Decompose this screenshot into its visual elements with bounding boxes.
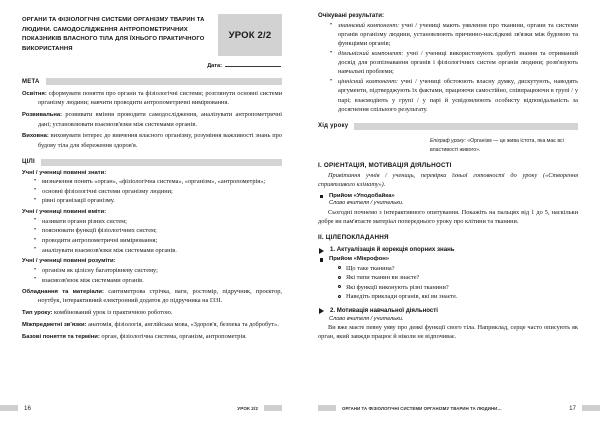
footer-tab-decoration bbox=[318, 405, 336, 412]
detail-text: сантиметрова стрічка, ваги, ростомір, підручник, проєктор, ноутбук, інтерактивний електронний додаток до підручника на ІЗЗІ. bbox=[38, 287, 282, 305]
goals-group-heading: Учні / учениці повинні вміти: bbox=[22, 209, 107, 216]
list-item: Які функції виконують різні тканини? bbox=[338, 283, 578, 293]
epigraph bbox=[318, 137, 578, 154]
footer-right bbox=[300, 403, 600, 413]
epigraph-label: Епіграф уроку: bbox=[430, 137, 466, 144]
meta-item-text: розвивати вміння проводити самодослідження, аналізувати антропометричні дані; установлювати взаємозв'язки між системами органів. bbox=[38, 111, 282, 128]
detail-text: анатомія, фізіологія, англійська мова, «Здоров'я, безпека та добробут». bbox=[86, 321, 279, 329]
meta-item bbox=[22, 131, 282, 150]
list-item: Наведіть приклади органів, які ви знаєте. bbox=[338, 292, 578, 302]
list-item: • визначення понять «орган», «фізіологічна система», «організм», «антропометрія»; bbox=[34, 177, 282, 186]
teacher-word-label: Слово вчителя / учительки. bbox=[329, 315, 404, 322]
epigraph-text: «Організм — це жива істота, яка має всі властивості живого». bbox=[430, 137, 564, 153]
stage-two-block-title: 2. Мотивація навчальної діяльності bbox=[318, 307, 578, 314]
list-item: Що таке тканина? bbox=[338, 264, 578, 274]
footer-tab-decoration bbox=[264, 405, 282, 412]
list-item bbox=[330, 49, 578, 77]
section-header-lesson-flow bbox=[318, 123, 578, 130]
expected-results-heading: Очікувані результати: bbox=[318, 12, 385, 19]
page-right bbox=[300, 0, 600, 429]
detail-item bbox=[22, 332, 282, 342]
stage-two-block-title: 1. Актуалізація й корекція опорних знань bbox=[318, 246, 578, 253]
stage-two-heading: II. ЦІЛЕПОКЛАДАННЯ bbox=[318, 234, 389, 242]
detail-text: орган, фізіологічна система, організм, антропометрія. bbox=[99, 333, 247, 341]
meta-item bbox=[22, 89, 282, 108]
section-bar-fill bbox=[354, 123, 578, 130]
page-number: 17 bbox=[569, 404, 576, 412]
section-label-meta: МЕТА bbox=[22, 78, 40, 85]
section-header-goals bbox=[22, 159, 282, 166]
list-item: • організм як цілісну багаторівневу систему; bbox=[34, 266, 282, 275]
list-item: • взаємозв'язок між системами органів. bbox=[34, 276, 282, 285]
list-item: • аналізувати взаємозв'язки між системами органів. bbox=[34, 246, 282, 255]
goals-list bbox=[22, 217, 282, 255]
stage-one-heading: I. ОРІЄНТАЦІЯ, МОТИВАЦІЯ ДІЯЛЬНОСТІ bbox=[318, 162, 452, 170]
section-label-goals: ЦІЛІ bbox=[22, 159, 35, 166]
list-item: • рівні організації організму. bbox=[34, 196, 282, 205]
expected-results-list bbox=[318, 21, 578, 114]
list-item bbox=[330, 21, 578, 49]
footer-running-head: УРОК 2/2 bbox=[237, 405, 258, 411]
goals-list bbox=[22, 177, 282, 206]
goals-group-heading: Учні / учениці повинні знати: bbox=[22, 169, 107, 176]
goals-group-heading: Учні / учениці повинні розуміти: bbox=[22, 258, 116, 265]
detail-text: комбінований урок із практичною роботою. bbox=[52, 309, 173, 317]
teacher-word-label: Слово вчителя / учительки. bbox=[329, 200, 404, 207]
meta-item-text: виховувати інтерес до вивчення власного організму, розуміння важливості знань про будову тіла для збереження здоров'я. bbox=[38, 132, 282, 149]
list-item: • пояснювати функції фізіологічних систем; bbox=[34, 226, 282, 235]
lesson-title-block bbox=[22, 14, 282, 56]
section-header-meta bbox=[22, 78, 282, 85]
list-item: • основні фізіологічні системи організму людини; bbox=[34, 187, 282, 196]
footer-tab-decoration bbox=[0, 405, 18, 412]
stage-two-body: Ви вже маєте певну уяву про деякі функції свого тіла. Наприклад, серце часто описують як орган, який завжди працює й ніколи не відпочиває. bbox=[318, 324, 578, 341]
section-bar-fill bbox=[46, 78, 282, 85]
meta-item-lead: Освітня: bbox=[22, 90, 47, 97]
detail-lead: Обладнання та матеріали: bbox=[22, 288, 104, 295]
meta-item-lead: Розвивальна: bbox=[22, 112, 63, 119]
meta-item-lead: Виховна: bbox=[22, 133, 49, 140]
result-label: ціннісний компонент: bbox=[338, 78, 398, 86]
detail-lead: Базові поняття та терміни: bbox=[22, 334, 100, 341]
detail-lead: Тип уроку: bbox=[22, 310, 53, 317]
detail-item bbox=[22, 308, 282, 318]
result-label: діяльнісний компонент: bbox=[338, 50, 404, 58]
date-blank-line[interactable] bbox=[225, 61, 281, 67]
section-label-lesson-flow: Хід уроку bbox=[318, 123, 349, 130]
list-item bbox=[330, 77, 578, 114]
question-list bbox=[318, 264, 578, 302]
stage-one-body: Сьогодні почнемо з інтерактивного опитування. Покажіть на пальцях від 1 до 5, наскільки добре ви пам'ятаєте матеріал попереднього уроку про клітини та тканини. bbox=[318, 208, 578, 225]
list-item: • називати органи різних систем; bbox=[34, 217, 282, 226]
technique-uподобайка: Прийом «Уподобайка» bbox=[318, 193, 578, 199]
date-field[interactable] bbox=[22, 61, 282, 69]
detail-item bbox=[22, 287, 282, 306]
list-item: Які типи тканин ви знаєте? bbox=[338, 273, 578, 283]
page-number: 16 bbox=[24, 404, 31, 412]
lesson-number-badge: УРОК 2/2 bbox=[218, 14, 282, 56]
result-text: учні / учениці мають уявлення про тканини, органи та системи органів організму людини, установлюють причинно-наслідкові зв'язки між будовою та функціями органів; bbox=[338, 22, 579, 48]
goals-list bbox=[22, 266, 282, 285]
section-bar-fill bbox=[41, 159, 282, 166]
date-label: Дата: bbox=[207, 63, 222, 70]
detail-item bbox=[22, 320, 282, 330]
result-label: знаннєвий компонент: bbox=[338, 22, 400, 29]
meta-item bbox=[22, 110, 282, 129]
footer-left bbox=[0, 403, 300, 413]
page-title: ОРГАНИ ТА ФІЗІОЛОГІЧНІ СИСТЕМИ ОРГАНІЗМУ ТВАРИН ТА ЛЮДИНИ. САМОДОСЛІДЖЕННЯ АНТРОПОМЕТРИЧНИХ ПОКАЗНИКІВ ВЛАСНОГО ТІЛА ДЛЯ ЇХНЬОГО ПРАКТИЧНОГО ВИКОРИСТАННЯ bbox=[22, 17, 205, 52]
meta-item-text: сформувати поняття про органи та фізіологічні системи; розглянути основні системи організму людини; навчити проводити антропометричні вимірювання. bbox=[38, 89, 282, 107]
footer-running-head: ОРГАНИ ТА ФІЗІОЛОГІЧНІ СИСТЕМИ ОРГАНІЗМУ ТВАРИН ТА ЛЮДИНИ… bbox=[342, 405, 502, 411]
result-text: учні / учениці використовують здобуті знання та отриманий досвід для розпізнавання органів і фізіологічних систем органів людини; розв'язують навчальні проблеми; bbox=[338, 50, 578, 76]
result-text: учні / учениці обстоюють власну думку, дискутують, наводять аргументи, підтверджують їх фактами, працюючи самостійно, співпрацюючи в групі / у парі; взаємодіють у групі / у парі й усвідомлюють особисту відповідальність за досягнення спільного результату. bbox=[338, 78, 578, 113]
technique-microphone: Прийом «Мікрофон» bbox=[318, 256, 578, 262]
list-item: • проводити антропометричні вимірювання; bbox=[34, 236, 282, 245]
detail-lead: Міжпредметні зв'язки: bbox=[22, 322, 87, 329]
stage-one-intro: Привітання учнів / учениць, перевірка їхньої готовності до уроку («Створення сприятливого клімату»). bbox=[318, 172, 578, 189]
footer-tab-decoration bbox=[582, 405, 600, 412]
